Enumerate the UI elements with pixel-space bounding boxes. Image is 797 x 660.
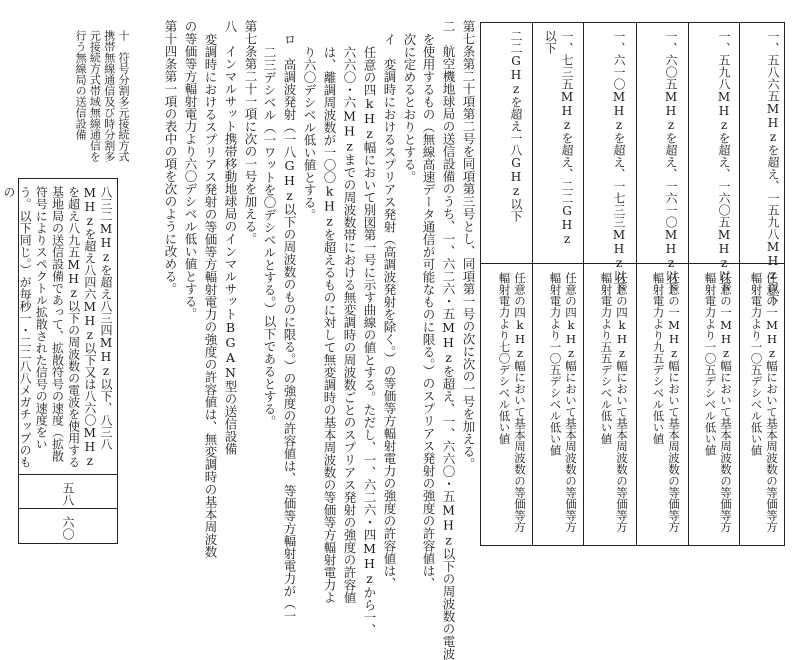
text-line: 六六〇・六MHzまでの周波数帯における無変調時の周波数ごとのスプリアス発射の強度の許容値 xyxy=(342,46,357,604)
band-cell: 二二GHzを超え一八GHz以下 xyxy=(509,30,523,222)
right-table-col-divider xyxy=(583,22,584,546)
left-table-row-divider xyxy=(18,474,118,475)
right-table-col-divider xyxy=(636,22,637,546)
value-cell: 任意の四kHz幅において基本周波数の等価等方輻射電力より七〇デシベル低い値 xyxy=(497,272,527,533)
band-cell: 一、五八六五MHzを超え、一五九八MHz以下 xyxy=(766,30,780,306)
text-line: の等価等方輻射電力より六〇デシベル低い値とする。 xyxy=(183,20,198,320)
text-line: 変調時におけるスプリアス発射の等価等方輻射電力の強度の許容値は、無変調時の基本周波数 xyxy=(203,33,218,558)
text-line: 八 インマルサット携帯移動地球局のインマルサットBGAN型の送信設備 xyxy=(223,20,238,455)
left-table-row-divider xyxy=(18,508,118,509)
text-line: は、離調周波数が一〇〇kHzを超えるものに対して無変調時の基本周波数の等価等方輻射電力よ xyxy=(322,46,337,604)
text-line: を使用するもの（無線高速データ通信が可能なものに限る。）のスプリアス発射の強度の許容値は、 xyxy=(421,33,436,590)
left-table-value-cell: 六〇 xyxy=(61,516,75,540)
band-cell: 一、五九八MHzを超え、一六〇五MHz以下 xyxy=(717,30,731,294)
value-cell: 任意の一MHz幅において基本周波数の等価等方輻射電力より一〇五デシベル低い値 xyxy=(703,272,733,533)
text-line: 任意の四kHz幅において別図第一号に示す曲線の値とする。ただし、一、六二六・四MHzから一、 xyxy=(362,46,377,636)
value-cell: 任意の一MHz幅において基本周波数の等価等方輻射電力より一〇五デシベル低い値 xyxy=(749,272,779,533)
band-cell: 一、六一〇MHzを超え、一七三三MHz以下 xyxy=(612,30,626,294)
text-line: 第十四条第一項の表中の項を次のように改める。 xyxy=(163,20,178,295)
text-line: ロ 高調波発射（一八GHz以下の周波数のものに限る。）の強度の許容値は、等価等方輻射電力が（一 xyxy=(282,33,297,622)
right-table-col-divider xyxy=(532,22,533,546)
band-cell: 一、六〇五MHzを超え、一六一〇MHz以下 xyxy=(664,30,678,294)
left-table-condition-cell: 八三二MHzを超え八三四MHz以下、八三八MHzを超え八四六MHz以下又は八六〇MHzを超え八九五MHz以下の周波数の電波を使用する基地局の送信設備であって、拡散符号の速度（拡散符号によりスペクトル拡散された信号の速度をいう。以下同じ。）が毎秒一・二二八八メガチップのもの xyxy=(1,186,113,468)
text-line: り六〇デシベル低い値とする。 xyxy=(302,46,317,221)
value-cell: 任意の四kHz幅において基本周波数の等価等方輻射電力より一〇五デシベル低い値 xyxy=(548,272,578,533)
left-table-value-cell: 五八 xyxy=(61,482,75,506)
value-cell: 任意の一MHz幅において基本周波数の等価等方輻射電力より九五デシベル低い値 xyxy=(651,272,681,533)
text-line: 第七条第二十一項に次の一号を加える。 xyxy=(243,20,258,245)
value-cell: 任意の四kHz幅において基本周波数の等価等方輻射電力より五五デシベル低い値 xyxy=(599,272,629,533)
band-cell: 一、七三五MHzを超え、二二GHz以下 xyxy=(543,30,574,246)
text-line: 次に定めるとおりとする。 xyxy=(402,33,417,183)
text-line: 二 航空機地球局の送信設備のうち、一、六二六・五MHzを超え、一、六六〇・五MHz以下の周波数の電波 xyxy=(441,20,456,660)
text-line: 二三デシベル（一ワットを〇デシベルとする。）以下であるとする。 xyxy=(262,46,277,428)
text-line: 第七条第二十項第二号を同項第三号とし、同項第一号の次に次の一号を加える。 xyxy=(461,20,476,470)
left-table-row-header: 十 符号分割多元接続方式携帯無線通信及び時分割多元接続方式帯域無線通信を行う無線局の送信設備 xyxy=(74,30,130,162)
right-table-col-divider xyxy=(688,22,689,546)
text-line: イ 変調時におけるスプリアス発射（高調波発射を除く。）の等価等方輻射電力の強度の許容値は、 xyxy=(382,33,397,590)
right-table-col-divider xyxy=(739,22,740,546)
